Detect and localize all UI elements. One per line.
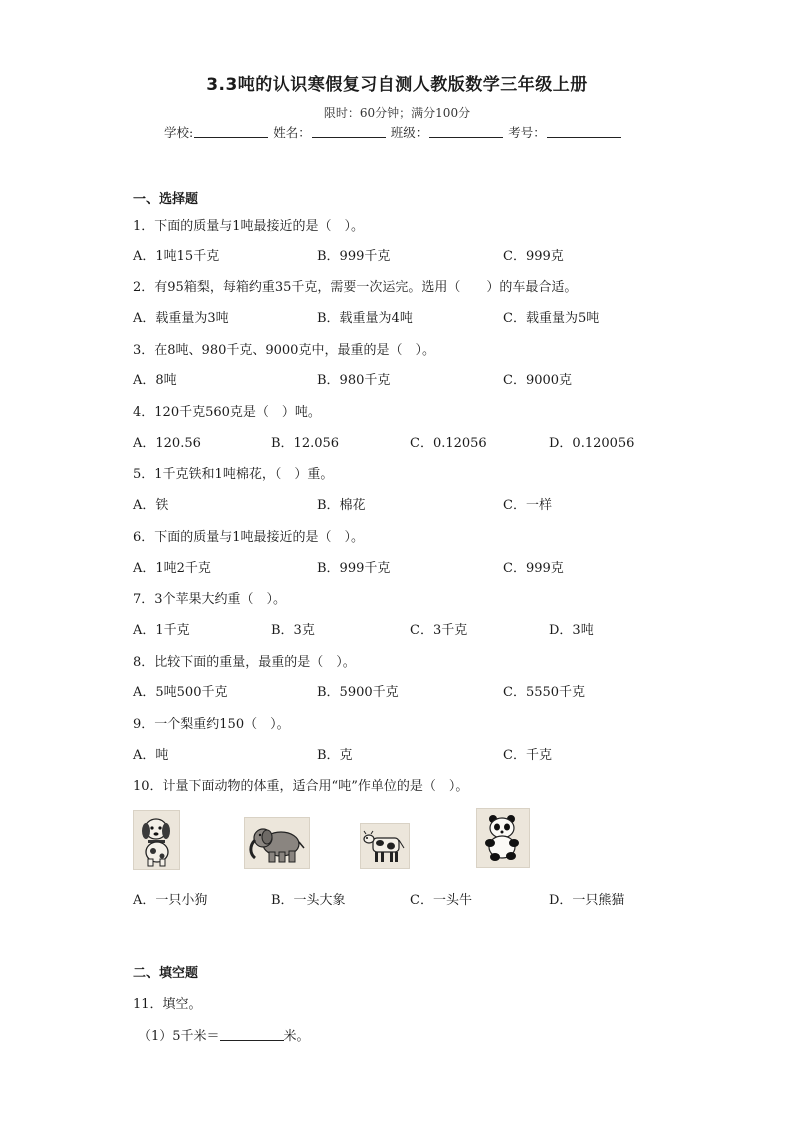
option-b[interactable]: B．3克: [271, 623, 315, 638]
question-6: 6．下面的质量与1吨最接近的是（ ）。: [133, 530, 365, 545]
question-7-options: [133, 619, 693, 639]
question-9: 9．一个梨重约150（ ）。: [133, 717, 290, 732]
school-label: 学校:: [164, 125, 194, 140]
question-6-options: [133, 557, 693, 577]
question-11-part-1-prefix: （1）5千米＝: [138, 1029, 220, 1044]
question-10: 10．计量下面动物的体重，适合用“吨”作单位的是（ ）。: [133, 779, 469, 794]
question-10-options: [133, 889, 693, 909]
option-d[interactable]: D．一只熊猫: [549, 893, 625, 908]
question-1-options: [133, 245, 693, 265]
option-c[interactable]: C．0.12056: [410, 436, 487, 451]
time-score-note: 限时：60分钟；满分100分: [323, 106, 471, 120]
name-label: 姓名：: [273, 125, 311, 140]
option-b[interactable]: B．999千克: [317, 249, 391, 264]
exam-number-blank[interactable]: [547, 125, 621, 138]
option-b[interactable]: B．12.056: [271, 436, 340, 451]
option-a[interactable]: A．吨: [133, 748, 169, 763]
option-b[interactable]: B．5900千克: [317, 685, 399, 700]
option-c[interactable]: C．5550千克: [503, 685, 586, 700]
question-7: 7．3个苹果大约重（ ）。: [133, 592, 287, 607]
question-5-options: [133, 494, 693, 514]
question-2: 2．有95箱梨，每箱约重35千克，需要一次运完。选用（ ）的车最合适。: [133, 280, 578, 295]
section-multiple-choice: 一、选择题: [133, 192, 199, 207]
option-b[interactable]: B．980千克: [317, 373, 391, 388]
option-a[interactable]: A．一只小狗: [133, 893, 208, 908]
panda-picture: [476, 808, 530, 868]
option-a[interactable]: A．1千克: [133, 623, 190, 638]
option-a[interactable]: A．铁: [133, 498, 169, 513]
question-8: 8．比较下面的重量，最重的是（ ）。: [133, 655, 356, 670]
option-b[interactable]: B．999千克: [317, 561, 391, 576]
option-a[interactable]: A．5吨500千克: [133, 685, 228, 700]
option-a[interactable]: A．1吨2千克: [133, 561, 211, 576]
option-c[interactable]: C．载重量为5吨: [503, 311, 600, 326]
question-9-options: [133, 744, 693, 764]
option-a[interactable]: A．120.56: [133, 436, 201, 451]
exam-number-label: 考号：: [508, 125, 546, 140]
option-d[interactable]: D．3吨: [549, 623, 594, 638]
option-b[interactable]: B．一头大象: [271, 893, 346, 908]
option-d[interactable]: D．0.120056: [549, 436, 635, 451]
elephant-picture: [244, 817, 310, 869]
dog-picture: [133, 810, 180, 870]
question-11: 11．填空。: [133, 997, 202, 1012]
question-3: 3．在8吨、980千克、9000克中，最重的是（ ）。: [133, 343, 435, 358]
option-c[interactable]: C．9000克: [503, 373, 573, 388]
question-11-part-1: [138, 1025, 310, 1044]
option-b[interactable]: B．棉花: [317, 498, 366, 513]
question-2-options: [133, 307, 693, 327]
class-label: 班级：: [390, 125, 429, 140]
question-1: 1．下面的质量与1吨最接近的是（ ）。: [133, 219, 365, 234]
option-c[interactable]: C．999克: [503, 561, 564, 576]
option-c[interactable]: C．一样: [503, 498, 552, 513]
question-11-part-1-suffix: 米。: [283, 1029, 310, 1044]
question-4: 4．120千克560克是（ ）吨。: [133, 405, 321, 420]
worksheet-title: 3.3吨的认识寒假复习自测人教版数学三年级上册: [206, 75, 588, 95]
section-fill-in: 二、填空题: [133, 966, 199, 981]
answer-blank[interactable]: [220, 1028, 284, 1041]
school-blank[interactable]: [194, 125, 268, 138]
option-c[interactable]: C．千克: [503, 748, 552, 763]
option-a[interactable]: A．载重量为3吨: [133, 311, 229, 326]
option-a[interactable]: A．1吨15千克: [133, 249, 220, 264]
option-c[interactable]: C．一头牛: [410, 893, 472, 908]
student-info-line: [164, 123, 622, 141]
cow-picture: [360, 823, 410, 869]
question-3-options: [133, 369, 693, 389]
option-b[interactable]: B．克: [317, 748, 353, 763]
name-blank[interactable]: [312, 125, 386, 138]
class-blank[interactable]: [429, 125, 503, 138]
option-c[interactable]: C．3千克: [410, 623, 468, 638]
option-c[interactable]: C．999克: [503, 249, 564, 264]
option-a[interactable]: A．8吨: [133, 373, 177, 388]
question-8-options: [133, 681, 693, 701]
question-5: 5．1千克铁和1吨棉花，（ ）重。: [133, 467, 334, 482]
question-4-options: [133, 432, 693, 452]
option-b[interactable]: B．载重量为4吨: [317, 311, 413, 326]
